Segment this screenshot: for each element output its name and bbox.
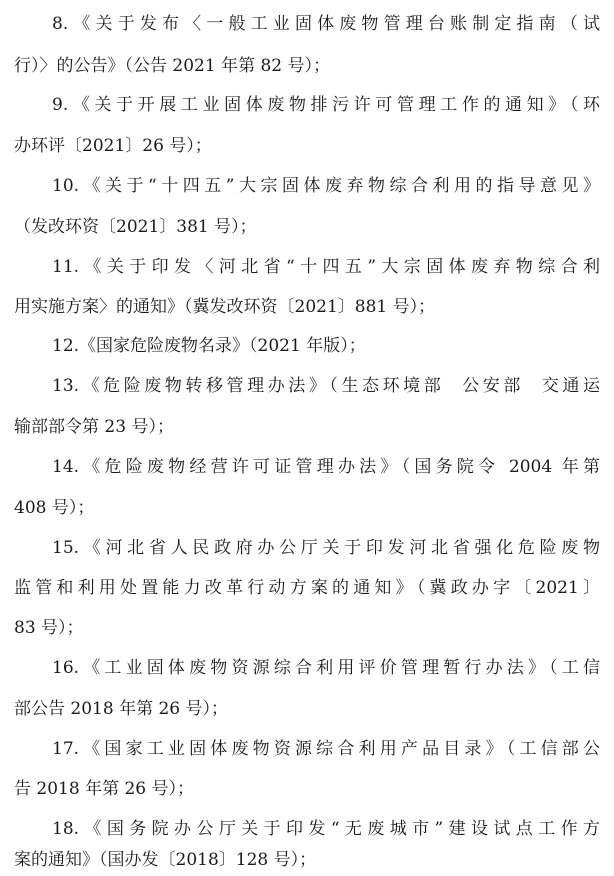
- item-10-line-2: （发改环资〔2021〕381 号）；: [14, 217, 257, 237]
- item-15-line-2: 监管和利用处置能力改革行动方案的通知》（冀政办字〔2021〕: [14, 578, 600, 598]
- item-16-line-2: 部公告 2018 年第 26 号）；: [14, 699, 229, 719]
- item-18-line-2: 案的通知》（国办发〔2018〕128 号）；: [14, 850, 317, 870]
- item-15-line-3: 83 号）；: [14, 618, 84, 638]
- item-8-line-1: 8.《关于发布〈一般工业固体废物管理台账制定指南（试: [52, 14, 600, 34]
- item-8-line-2: 行）〉的公告》（公告 2021 年第 82 号）；: [14, 56, 331, 76]
- item-18-line-1: 18.《国务院办公厅关于印发“无废城市”建设试点工作方: [52, 819, 600, 839]
- item-17-line-2: 告 2018 年第 26 号）；: [14, 779, 195, 799]
- item-10-line-1: 10.《关于“十四五”大宗固体废弃物综合利用的指导意见》: [52, 176, 600, 196]
- item-13-line-1: 13.《危险废物转移管理办法》（生态环境部 公安部 交通运: [52, 376, 600, 396]
- item-17-line-1: 17.《国家工业固体废物资源综合利用产品目录》（工信部公: [52, 739, 600, 759]
- item-11-line-1: 11.《关于印发〈河北省“十四五”大宗固体废弃物综合利: [52, 257, 600, 277]
- item-15-line-1: 15.《河北省人民政府办公厅关于印发河北省强化危险废物: [52, 538, 600, 558]
- item-12-line-1: 12.《国家危险废物名录》（2021 年版）；: [52, 336, 366, 356]
- item-14-line-1: 14.《危险废物经营许可证管理办法》（国务院令 2004 年第: [52, 457, 600, 477]
- item-16-line-1: 16.《工业固体废物资源综合利用评价管理暂行办法》（工信: [52, 658, 600, 678]
- item-9-line-2: 办环评〔2021〕26 号）；: [14, 136, 212, 156]
- item-14-line-2: 408 号）；: [14, 498, 95, 518]
- item-9-line-1: 9.《关于开展工业固体废物排污许可管理工作的通知》（环: [52, 95, 600, 115]
- item-11-line-2: 用实施方案〉的通知》（冀发改环资〔2021〕881 号）；: [14, 297, 436, 317]
- item-13-line-2: 输部部令第 23 号）；: [14, 417, 174, 437]
